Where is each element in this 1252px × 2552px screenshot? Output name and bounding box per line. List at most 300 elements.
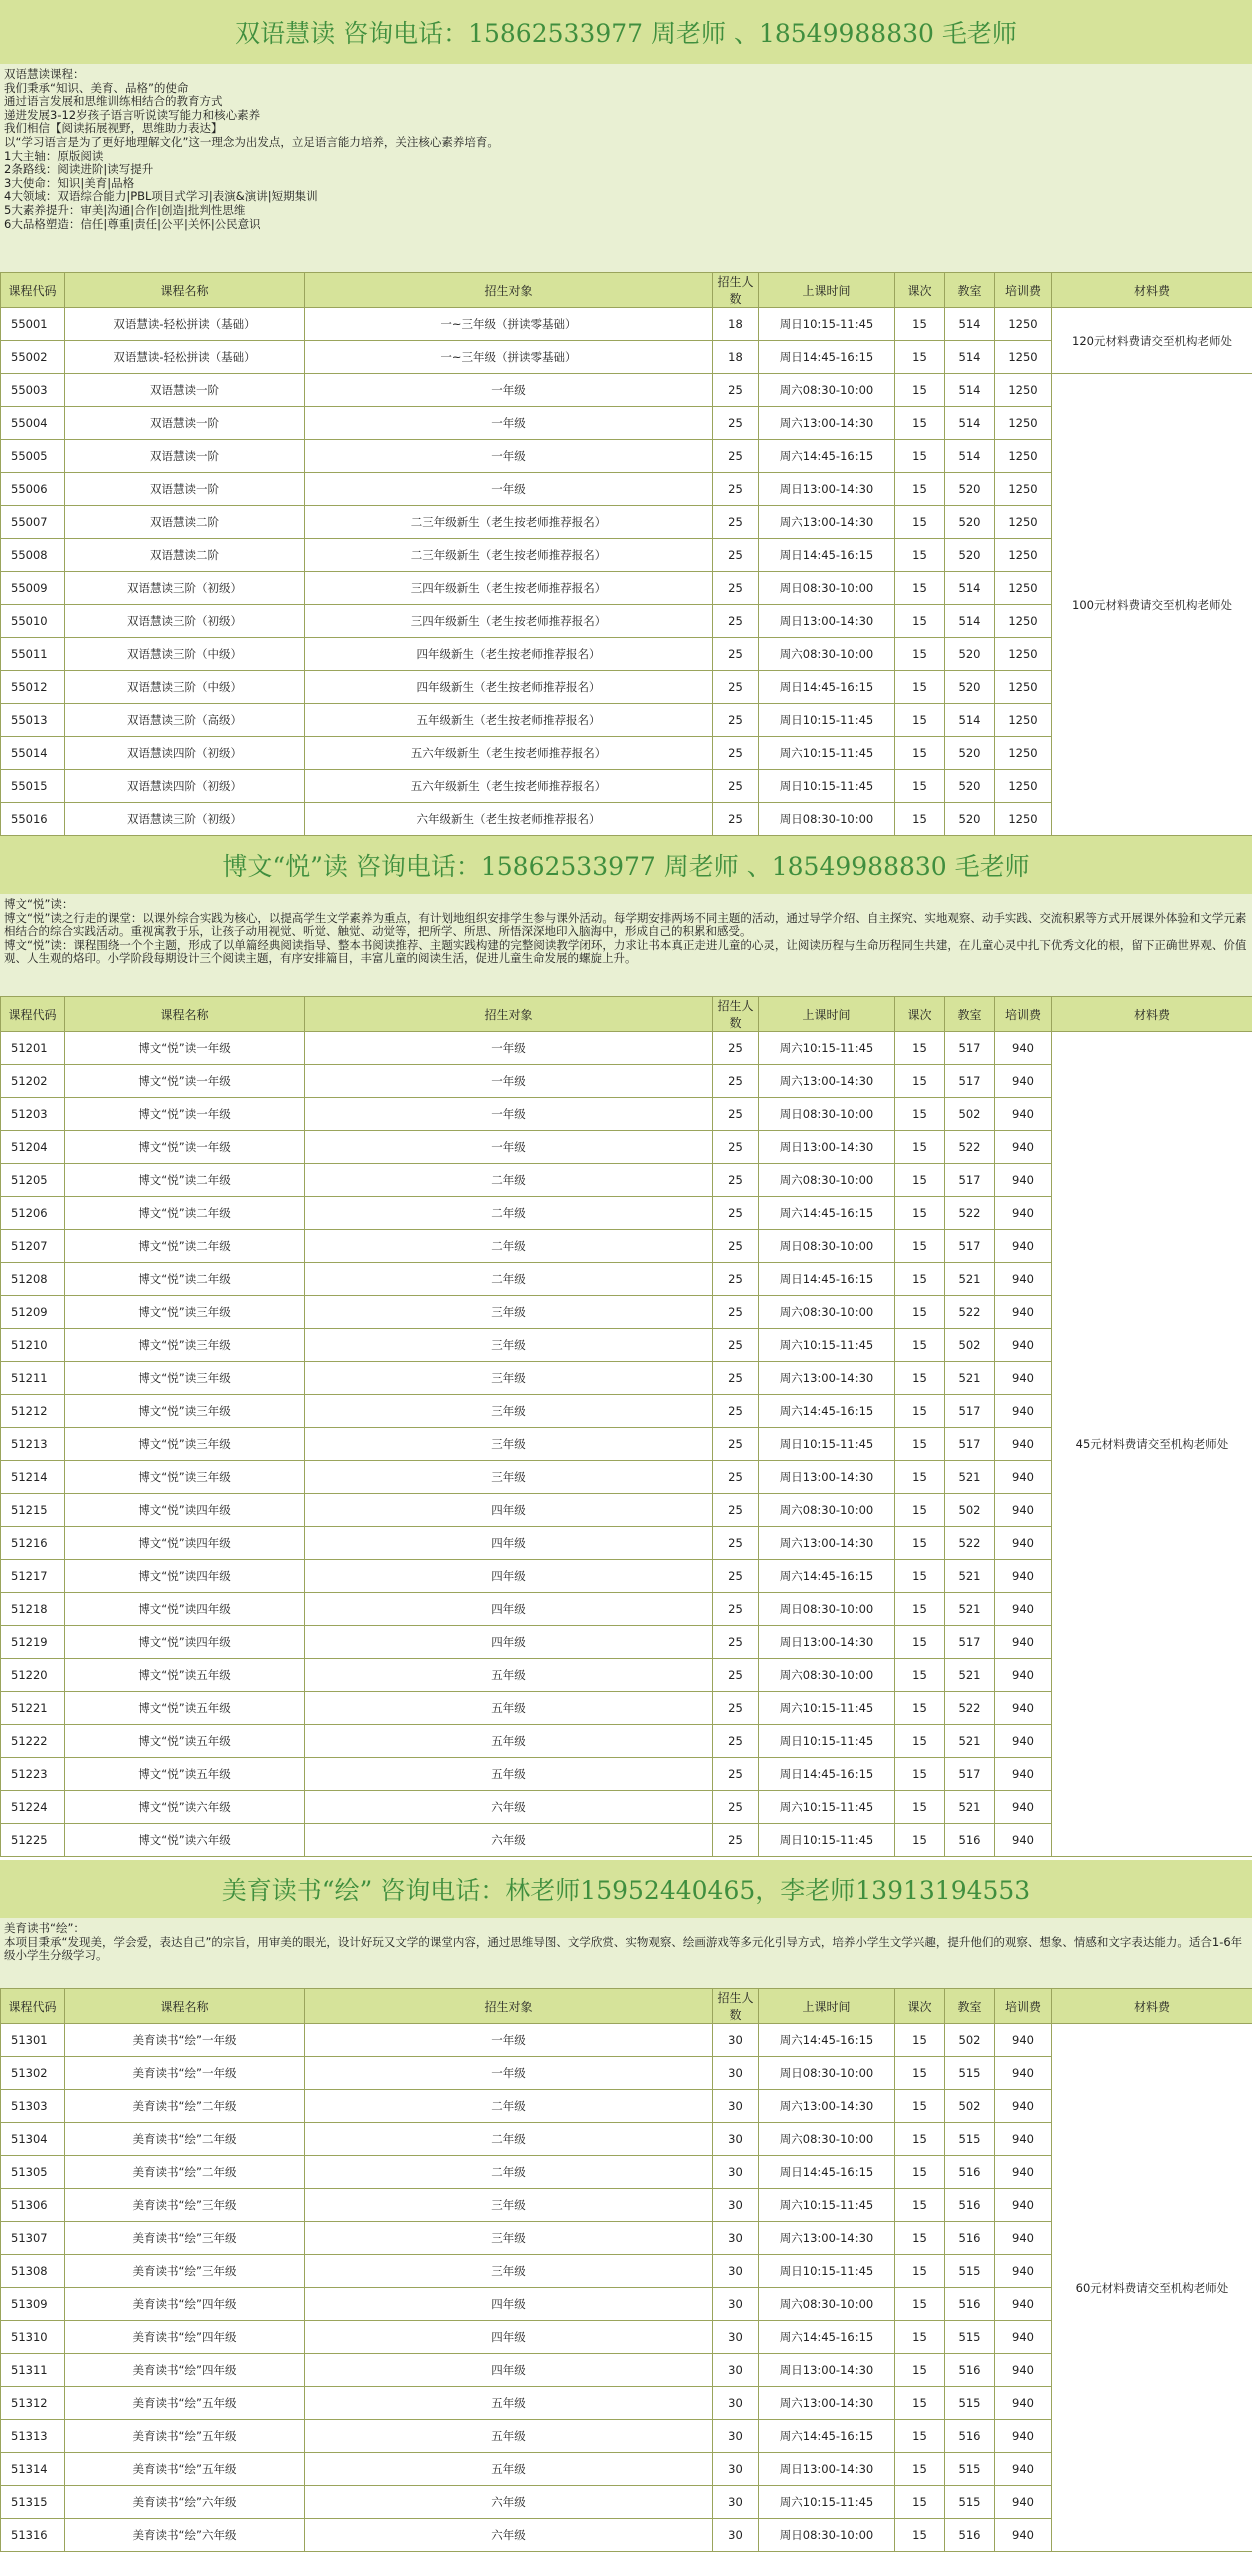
tuition-fee-cell: 940	[995, 1791, 1052, 1824]
description-line: 5大素养提升：审美|沟通|合作|创造|批判性思维	[4, 204, 1248, 218]
sessions-cell: 15	[895, 2156, 945, 2189]
column-header-course-code: 课程代码	[1, 997, 65, 1032]
course-code-cell: 51202	[1, 1065, 65, 1098]
target-students-cell: 一年级	[305, 1098, 713, 1131]
enrollment-cell: 25	[713, 1593, 759, 1626]
sessions-cell: 15	[895, 2321, 945, 2354]
section3-description	[0, 1918, 1252, 1988]
classroom-cell: 521	[945, 1593, 995, 1626]
course-code-cell: 51313	[1, 2420, 65, 2453]
enrollment-cell: 30	[713, 2519, 759, 2552]
course-name-cell: 美育读书“绘”二年级	[65, 2123, 305, 2156]
target-students-cell: 四年级	[305, 1527, 713, 1560]
column-header-tuition-fee: 培训费	[995, 1989, 1052, 2024]
target-students-cell: 三年级	[305, 1395, 713, 1428]
course-name-cell: 美育读书“绘”二年级	[65, 2090, 305, 2123]
course-name-cell: 双语慧读二阶	[65, 506, 305, 539]
course-name-cell: 博文“悦”读二年级	[65, 1164, 305, 1197]
classroom-cell: 514	[945, 374, 995, 407]
course-name-cell: 美育读书“绘”一年级	[65, 2024, 305, 2057]
enrollment-cell: 30	[713, 2420, 759, 2453]
material-fee-cell: 120元材料费请交至机构老师处	[1052, 308, 1252, 374]
class-time-cell: 周日13:00-14:30	[759, 1131, 895, 1164]
target-students-cell: 二年级	[305, 1164, 713, 1197]
target-students-cell: 五年级	[305, 1692, 713, 1725]
sessions-cell: 15	[895, 2189, 945, 2222]
course-name-cell: 博文“悦”读三年级	[65, 1296, 305, 1329]
enrollment-cell: 25	[713, 1560, 759, 1593]
classroom-cell: 514	[945, 308, 995, 341]
description-line: 我们秉承“知识、美育、品格”的使命	[4, 82, 1248, 96]
tuition-fee-cell: 940	[995, 1461, 1052, 1494]
course-name-cell: 博文“悦”读一年级	[65, 1032, 305, 1065]
enrollment-cell: 25	[713, 1296, 759, 1329]
classroom-cell: 520	[945, 737, 995, 770]
class-time-cell: 周六10:15-11:45	[759, 1329, 895, 1362]
classroom-cell: 521	[945, 1263, 995, 1296]
tuition-fee-cell: 940	[995, 2519, 1052, 2552]
column-header-sessions: 课次	[895, 997, 945, 1032]
classroom-cell: 521	[945, 1560, 995, 1593]
sessions-cell: 15	[895, 1626, 945, 1659]
tuition-fee-cell: 940	[995, 2288, 1052, 2321]
course-name-cell: 美育读书“绘”五年级	[65, 2453, 305, 2486]
course-code-cell: 51309	[1, 2288, 65, 2321]
sessions-cell: 15	[895, 1296, 945, 1329]
enrollment-cell: 30	[713, 2453, 759, 2486]
sessions-cell: 15	[895, 374, 945, 407]
classroom-cell: 517	[945, 1626, 995, 1659]
class-time-cell: 周日14:45-16:15	[759, 341, 895, 374]
course-code-cell: 51218	[1, 1593, 65, 1626]
course-name-cell: 美育读书“绘”三年级	[65, 2255, 305, 2288]
column-header-classroom: 教室	[945, 273, 995, 308]
course-name-cell: 博文“悦”读二年级	[65, 1230, 305, 1263]
course-name-cell: 博文“悦”读六年级	[65, 1824, 305, 1857]
sessions-cell: 15	[895, 1098, 945, 1131]
enrollment-cell: 30	[713, 2486, 759, 2519]
tuition-fee-cell: 940	[995, 1626, 1052, 1659]
course-code-cell: 51302	[1, 2057, 65, 2090]
description-line: 3大使命：知识|美育|品格	[4, 177, 1248, 191]
sessions-cell: 15	[895, 1329, 945, 1362]
enrollment-cell: 30	[713, 2024, 759, 2057]
sessions-cell: 15	[895, 704, 945, 737]
sessions-cell: 15	[895, 1692, 945, 1725]
column-header-class-time: 上课时间	[759, 1989, 895, 2024]
sessions-cell: 15	[895, 1428, 945, 1461]
enrollment-cell: 25	[713, 704, 759, 737]
classroom-cell: 516	[945, 2519, 995, 2552]
course-name-cell: 博文“悦”读五年级	[65, 1659, 305, 1692]
classroom-cell: 516	[945, 2222, 995, 2255]
course-code-cell: 55013	[1, 704, 65, 737]
course-name-cell: 美育读书“绘”三年级	[65, 2222, 305, 2255]
classroom-cell: 502	[945, 2090, 995, 2123]
column-header-material-fee: 材料费	[1052, 273, 1252, 308]
enrollment-cell: 25	[713, 407, 759, 440]
target-students-cell: 二年级	[305, 2123, 713, 2156]
enrollment-cell: 30	[713, 2222, 759, 2255]
column-header-enrollment: 招生人数	[713, 273, 759, 308]
description-line: 博文“悦”读之行走的课堂：以课外综合实践为核心，以提高学生文学素养为重点，有计划地组织安排学生参与课外活动。每学期安排两场不同主题的活动，通过导学介绍、自主探究、实地观察、动手实践、交流积累等方式开展课外体验和文学元素相结合的综合实践活动。重视寓教于乐，让孩子动用视觉、听觉、触觉、动觉等，把所学、所思、所悟深深地印入脑海中，形成自己的积累和感受。	[4, 912, 1248, 939]
class-time-cell: 周日13:00-14:30	[759, 2453, 895, 2486]
tuition-fee-cell: 1250	[995, 704, 1052, 737]
sessions-cell: 15	[895, 1362, 945, 1395]
classroom-cell: 515	[945, 2486, 995, 2519]
column-header-course-name: 课程名称	[65, 1989, 305, 2024]
course-name-cell: 双语慧读四阶（初级）	[65, 737, 305, 770]
target-students-cell: 三四年级新生（老生按老师推荐报名）	[305, 605, 713, 638]
tuition-fee-cell: 940	[995, 1395, 1052, 1428]
enrollment-cell: 25	[713, 539, 759, 572]
tuition-fee-cell: 940	[995, 1098, 1052, 1131]
sessions-cell: 15	[895, 770, 945, 803]
enrollment-cell: 25	[713, 1626, 759, 1659]
class-time-cell: 周六13:00-14:30	[759, 1362, 895, 1395]
course-code-cell: 51214	[1, 1461, 65, 1494]
sessions-cell: 15	[895, 1131, 945, 1164]
target-students-cell: 一年级	[305, 2024, 713, 2057]
class-time-cell: 周六13:00-14:30	[759, 407, 895, 440]
section3-title: 美育读书“绘” 咨询电话：林老师15952440465，李老师13913194553	[0, 1860, 1252, 1919]
sessions-cell: 15	[895, 2024, 945, 2057]
course-name-cell: 博文“悦”读一年级	[65, 1065, 305, 1098]
enrollment-cell: 25	[713, 1131, 759, 1164]
class-time-cell: 周六13:00-14:30	[759, 2090, 895, 2123]
target-students-cell: 四年级	[305, 1593, 713, 1626]
class-time-cell: 周日13:00-14:30	[759, 1461, 895, 1494]
course-code-cell: 51307	[1, 2222, 65, 2255]
course-name-cell: 双语慧读三阶（初级）	[65, 803, 305, 836]
course-code-cell: 51311	[1, 2354, 65, 2387]
sessions-cell: 15	[895, 539, 945, 572]
sessions-cell: 15	[895, 1032, 945, 1065]
tuition-fee-cell: 940	[995, 2024, 1052, 2057]
tuition-fee-cell: 1250	[995, 539, 1052, 572]
sessions-cell: 15	[895, 506, 945, 539]
description-line: 通过语言发展和思维训练相结合的教育方式	[4, 95, 1248, 109]
enrollment-cell: 25	[713, 1428, 759, 1461]
class-time-cell: 周日08:30-10:00	[759, 1593, 895, 1626]
sessions-cell: 15	[895, 308, 945, 341]
course-name-cell: 博文“悦”读四年级	[65, 1494, 305, 1527]
tuition-fee-cell: 940	[995, 1659, 1052, 1692]
target-students-cell: 三年级	[305, 1296, 713, 1329]
column-header-target-students: 招生对象	[305, 997, 713, 1032]
course-name-cell: 双语慧读三阶（初级）	[65, 605, 305, 638]
tuition-fee-cell: 940	[995, 1263, 1052, 1296]
class-time-cell: 周六08:30-10:00	[759, 1164, 895, 1197]
course-name-cell: 双语慧读一阶	[65, 374, 305, 407]
table-header-row	[1, 997, 1252, 1032]
tuition-fee-cell: 940	[995, 1230, 1052, 1263]
description-line: 博文“悦”读：	[4, 898, 1248, 912]
course-name-cell: 双语慧读三阶（中级）	[65, 638, 305, 671]
target-students-cell: 三年级	[305, 2255, 713, 2288]
tuition-fee-cell: 940	[995, 2486, 1052, 2519]
sessions-cell: 15	[895, 1725, 945, 1758]
sessions-cell: 15	[895, 2288, 945, 2321]
classroom-cell: 520	[945, 671, 995, 704]
classroom-cell: 517	[945, 1428, 995, 1461]
description-line: 4大领域：双语综合能力|PBL项目式学习|表演&演讲|短期集训	[4, 190, 1248, 204]
course-code-cell: 55004	[1, 407, 65, 440]
sessions-cell: 15	[895, 1230, 945, 1263]
course-name-cell: 博文“悦”读四年级	[65, 1560, 305, 1593]
course-name-cell: 双语慧读三阶（中级）	[65, 671, 305, 704]
target-students-cell: 三年级	[305, 2189, 713, 2222]
target-students-cell: 一年级	[305, 1065, 713, 1098]
classroom-cell: 515	[945, 2453, 995, 2486]
class-time-cell: 周六14:45-16:15	[759, 2024, 895, 2057]
course-name-cell: 美育读书“绘”三年级	[65, 2189, 305, 2222]
course-name-cell: 双语慧读一阶	[65, 407, 305, 440]
sessions-cell: 15	[895, 1527, 945, 1560]
course-code-cell: 55007	[1, 506, 65, 539]
tuition-fee-cell: 940	[995, 2387, 1052, 2420]
classroom-cell: 515	[945, 2057, 995, 2090]
class-time-cell: 周六08:30-10:00	[759, 1494, 895, 1527]
tuition-fee-cell: 1250	[995, 506, 1052, 539]
sessions-cell: 15	[895, 2453, 945, 2486]
description-line: 1大主轴：原版阅读	[4, 150, 1248, 164]
class-time-cell: 周六08:30-10:00	[759, 374, 895, 407]
course-code-cell: 51305	[1, 2156, 65, 2189]
tuition-fee-cell: 940	[995, 2156, 1052, 2189]
class-time-cell: 周日08:30-10:00	[759, 2057, 895, 2090]
tuition-fee-cell: 940	[995, 1296, 1052, 1329]
class-time-cell: 周日14:45-16:15	[759, 1263, 895, 1296]
classroom-cell: 514	[945, 440, 995, 473]
sessions-cell: 15	[895, 2255, 945, 2288]
course-name-cell: 博文“悦”读六年级	[65, 1791, 305, 1824]
class-time-cell: 周日13:00-14:30	[759, 473, 895, 506]
class-time-cell: 周六14:45-16:15	[759, 2321, 895, 2354]
class-time-cell: 周日10:15-11:45	[759, 1725, 895, 1758]
classroom-cell: 522	[945, 1296, 995, 1329]
enrollment-cell: 25	[713, 770, 759, 803]
target-students-cell: 四年级	[305, 2354, 713, 2387]
column-header-target-students: 招生对象	[305, 273, 713, 308]
target-students-cell: 三年级	[305, 2222, 713, 2255]
tuition-fee-cell: 1250	[995, 572, 1052, 605]
tuition-fee-cell: 940	[995, 1164, 1052, 1197]
description-line: 2条路线：阅读进阶|读写提升	[4, 163, 1248, 177]
classroom-cell: 520	[945, 803, 995, 836]
target-students-cell: 五年级新生（老生按老师推荐报名）	[305, 704, 713, 737]
sessions-cell: 15	[895, 1659, 945, 1692]
enrollment-cell: 30	[713, 2354, 759, 2387]
classroom-cell: 502	[945, 1329, 995, 1362]
classroom-cell: 520	[945, 506, 995, 539]
classroom-cell: 522	[945, 1527, 995, 1560]
table-header-row	[1, 1989, 1252, 2024]
description-line: 双语慧读课程：	[4, 68, 1248, 82]
target-students-cell: 六年级	[305, 1824, 713, 1857]
enrollment-cell: 30	[713, 2090, 759, 2123]
classroom-cell: 520	[945, 638, 995, 671]
class-time-cell: 周六14:45-16:15	[759, 1395, 895, 1428]
sessions-cell: 15	[895, 2486, 945, 2519]
sessions-cell: 15	[895, 2387, 945, 2420]
table-row	[1, 1032, 1252, 1065]
course-name-cell: 博文“悦”读三年级	[65, 1461, 305, 1494]
tuition-fee-cell: 940	[995, 2057, 1052, 2090]
classroom-cell: 516	[945, 2156, 995, 2189]
sessions-cell: 15	[895, 1593, 945, 1626]
class-time-cell: 周六13:00-14:30	[759, 2387, 895, 2420]
column-header-classroom: 教室	[945, 1989, 995, 2024]
sessions-cell: 15	[895, 2123, 945, 2156]
enrollment-cell: 25	[713, 1197, 759, 1230]
course-code-cell: 51206	[1, 1197, 65, 1230]
course-code-cell: 55010	[1, 605, 65, 638]
course-code-cell: 55002	[1, 341, 65, 374]
classroom-cell: 521	[945, 1725, 995, 1758]
column-header-sessions: 课次	[895, 273, 945, 308]
target-students-cell: 三年级	[305, 1428, 713, 1461]
class-time-cell: 周日10:15-11:45	[759, 308, 895, 341]
classroom-cell: 515	[945, 2123, 995, 2156]
enrollment-cell: 25	[713, 671, 759, 704]
sessions-cell: 15	[895, 1395, 945, 1428]
classroom-cell: 521	[945, 1461, 995, 1494]
class-time-cell: 周日08:30-10:00	[759, 2519, 895, 2552]
enrollment-cell: 30	[713, 2321, 759, 2354]
sessions-cell: 15	[895, 440, 945, 473]
course-code-cell: 51316	[1, 2519, 65, 2552]
enrollment-cell: 25	[713, 1659, 759, 1692]
course-code-cell: 55003	[1, 374, 65, 407]
target-students-cell: 四年级	[305, 2288, 713, 2321]
sessions-cell: 15	[895, 407, 945, 440]
tuition-fee-cell: 940	[995, 1725, 1052, 1758]
enrollment-cell: 25	[713, 1164, 759, 1197]
course-code-cell: 55012	[1, 671, 65, 704]
course-name-cell: 博文“悦”读二年级	[65, 1197, 305, 1230]
course-code-cell: 55011	[1, 638, 65, 671]
column-header-course-code: 课程代码	[1, 273, 65, 308]
course-code-cell: 51312	[1, 2387, 65, 2420]
tuition-fee-cell: 1250	[995, 341, 1052, 374]
tuition-fee-cell: 940	[995, 1428, 1052, 1461]
tuition-fee-cell: 1250	[995, 671, 1052, 704]
course-name-cell: 双语慧读一阶	[65, 473, 305, 506]
target-students-cell: 五年级	[305, 2420, 713, 2453]
course-code-cell: 51208	[1, 1263, 65, 1296]
classroom-cell: 517	[945, 1230, 995, 1263]
course-code-cell: 51207	[1, 1230, 65, 1263]
course-name-cell: 博文“悦”读二年级	[65, 1263, 305, 1296]
target-students-cell: 四年级	[305, 2321, 713, 2354]
target-students-cell: 一年级	[305, 407, 713, 440]
course-code-cell: 51211	[1, 1362, 65, 1395]
target-students-cell: 二年级	[305, 1263, 713, 1296]
enrollment-cell: 25	[713, 1461, 759, 1494]
course-code-cell: 55014	[1, 737, 65, 770]
classroom-cell: 514	[945, 407, 995, 440]
course-code-cell: 55015	[1, 770, 65, 803]
course-code-cell: 51215	[1, 1494, 65, 1527]
course-name-cell: 美育读书“绘”四年级	[65, 2321, 305, 2354]
classroom-cell: 516	[945, 2288, 995, 2321]
class-time-cell: 周日08:30-10:00	[759, 1230, 895, 1263]
class-time-cell: 周日10:15-11:45	[759, 704, 895, 737]
column-header-material-fee: 材料费	[1052, 1989, 1252, 2024]
column-header-classroom: 教室	[945, 997, 995, 1032]
target-students-cell: 三四年级新生（老生按老师推荐报名）	[305, 572, 713, 605]
target-students-cell: 五年级	[305, 1659, 713, 1692]
target-students-cell: 三年级	[305, 1362, 713, 1395]
classroom-cell: 516	[945, 2354, 995, 2387]
course-code-cell: 51210	[1, 1329, 65, 1362]
class-time-cell: 周日13:00-14:30	[759, 2354, 895, 2387]
enrollment-cell: 25	[713, 473, 759, 506]
enrollment-cell: 30	[713, 2189, 759, 2222]
classroom-cell: 517	[945, 1065, 995, 1098]
class-time-cell: 周日14:45-16:15	[759, 2156, 895, 2189]
course-name-cell: 博文“悦”读三年级	[65, 1329, 305, 1362]
section2-description	[0, 894, 1252, 996]
target-students-cell: 三年级	[305, 1329, 713, 1362]
course-code-cell: 51216	[1, 1527, 65, 1560]
target-students-cell: 二年级	[305, 1197, 713, 1230]
enrollment-cell: 25	[713, 1494, 759, 1527]
tuition-fee-cell: 940	[995, 2222, 1052, 2255]
column-header-material-fee: 材料费	[1052, 997, 1252, 1032]
classroom-cell: 520	[945, 770, 995, 803]
class-time-cell: 周六10:15-11:45	[759, 1791, 895, 1824]
class-time-cell: 周六10:15-11:45	[759, 2486, 895, 2519]
target-students-cell: 一年级	[305, 1032, 713, 1065]
course-name-cell: 博文“悦”读四年级	[65, 1626, 305, 1659]
tuition-fee-cell: 940	[995, 1692, 1052, 1725]
course-code-cell: 51222	[1, 1725, 65, 1758]
target-students-cell: 五六年级新生（老生按老师推荐报名）	[305, 770, 713, 803]
enrollment-cell: 25	[713, 1824, 759, 1857]
section2-table	[0, 996, 1252, 1857]
material-fee-cell: 100元材料费请交至机构老师处	[1052, 374, 1252, 836]
enrollment-cell: 25	[713, 1032, 759, 1065]
course-code-cell: 51220	[1, 1659, 65, 1692]
course-code-cell: 51212	[1, 1395, 65, 1428]
course-code-cell: 51223	[1, 1758, 65, 1791]
column-header-target-students: 招生对象	[305, 1989, 713, 2024]
course-code-cell: 51306	[1, 2189, 65, 2222]
course-code-cell: 55016	[1, 803, 65, 836]
enrollment-cell: 18	[713, 308, 759, 341]
tuition-fee-cell: 1250	[995, 407, 1052, 440]
target-students-cell: 六年级	[305, 2486, 713, 2519]
target-students-cell: 一年级	[305, 1131, 713, 1164]
class-time-cell: 周日10:15-11:45	[759, 1428, 895, 1461]
course-code-cell: 51213	[1, 1428, 65, 1461]
enrollment-cell: 25	[713, 1758, 759, 1791]
class-time-cell: 周日14:45-16:15	[759, 539, 895, 572]
enrollment-cell: 25	[713, 1395, 759, 1428]
course-name-cell: 双语慧读-轻松拼读（基础）	[65, 341, 305, 374]
course-name-cell: 双语慧读三阶（高级）	[65, 704, 305, 737]
sessions-cell: 15	[895, 2057, 945, 2090]
course-code-cell: 51219	[1, 1626, 65, 1659]
enrollment-cell: 25	[713, 638, 759, 671]
tuition-fee-cell: 940	[995, 1362, 1052, 1395]
classroom-cell: 520	[945, 473, 995, 506]
class-time-cell: 周日14:45-16:15	[759, 671, 895, 704]
target-students-cell: 四年级新生（老生按老师推荐报名）	[305, 638, 713, 671]
enrollment-cell: 30	[713, 2156, 759, 2189]
